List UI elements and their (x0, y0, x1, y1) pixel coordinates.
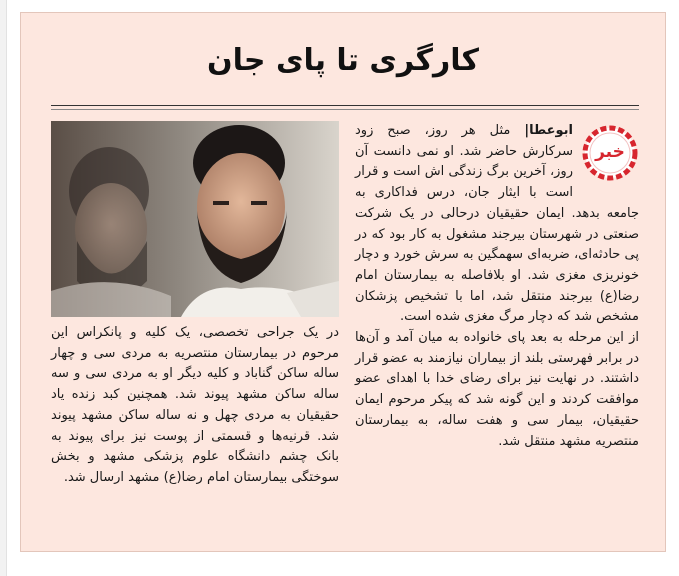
title-divider-thin (51, 109, 639, 110)
second-paragraph: از این مرحله به بعد پای خانواده به میان آمد و آن‌ها در برابر فهرستی بلند از بیماران نیازمند به عضو قرار داشتند. در نهایت نیز برای رضای خدا با اهدای عضو موافقت کردند و این گونه شد که پیکر مرحوم ایمان حقیقیان، بیمار سی و هفت ساله، به بیمارستان منتصریه مشهد منتقل شد. (355, 330, 639, 449)
article-card (20, 12, 666, 552)
left-paragraph: در یک جراحی تخصصی، یک کلیه و پانکراس این مرحوم در بیمارستان منتصریه به مردی سی و چهار ساله ساکن گناباد و کلیه دیگر او به مردی سی و سه ساله ساکن مشهد پیوند شد. همچنین کبد زنده یاد حقیقیان به مردی چهل و نه ساله ساکن مشهد پیوند شد. قرنیه‌ها و قسمتی از پوست نیز برای پیوند به بانک چشم دانشگاه علوم پزشکی مشهد و بخش سوختگی بیمارستان امام رضا(ع) مشهد ارسال شد. (51, 325, 339, 485)
portrait-photo (51, 121, 339, 317)
byline: ابوعطا| (524, 123, 573, 138)
lead-text: مثل هر روز، صبح زود سرکارش حاضر شد. او نمی دانست آن روز، آخرین برگ زندگی اش است و قرار است با ایثار جان، درس فداکاری به جامعه بدهد. ایمان حقیقیان درحالی در یک شرکت صنعتی در شهرستان بیرجند مشغول به کار بود که در پی حادثه‌ای، ضربه‌ای سهمگین به سرش خورد و دچار خونریزی مغزی شد. او بلافاصله به بیمارستان امام رضا(ع) بیرجند منتقل شد، اما با تشخیص پزشکان مشخص شد که دچار مرگ مغزی شده است. (355, 123, 639, 325)
news-badge-label: خبر (595, 142, 625, 162)
news-badge (581, 123, 639, 187)
title-divider (51, 105, 639, 106)
article-body-left (51, 323, 339, 489)
article-body-right (355, 121, 639, 452)
page-edge (0, 0, 7, 576)
article-title: کارگری تا پای جان (207, 43, 479, 78)
